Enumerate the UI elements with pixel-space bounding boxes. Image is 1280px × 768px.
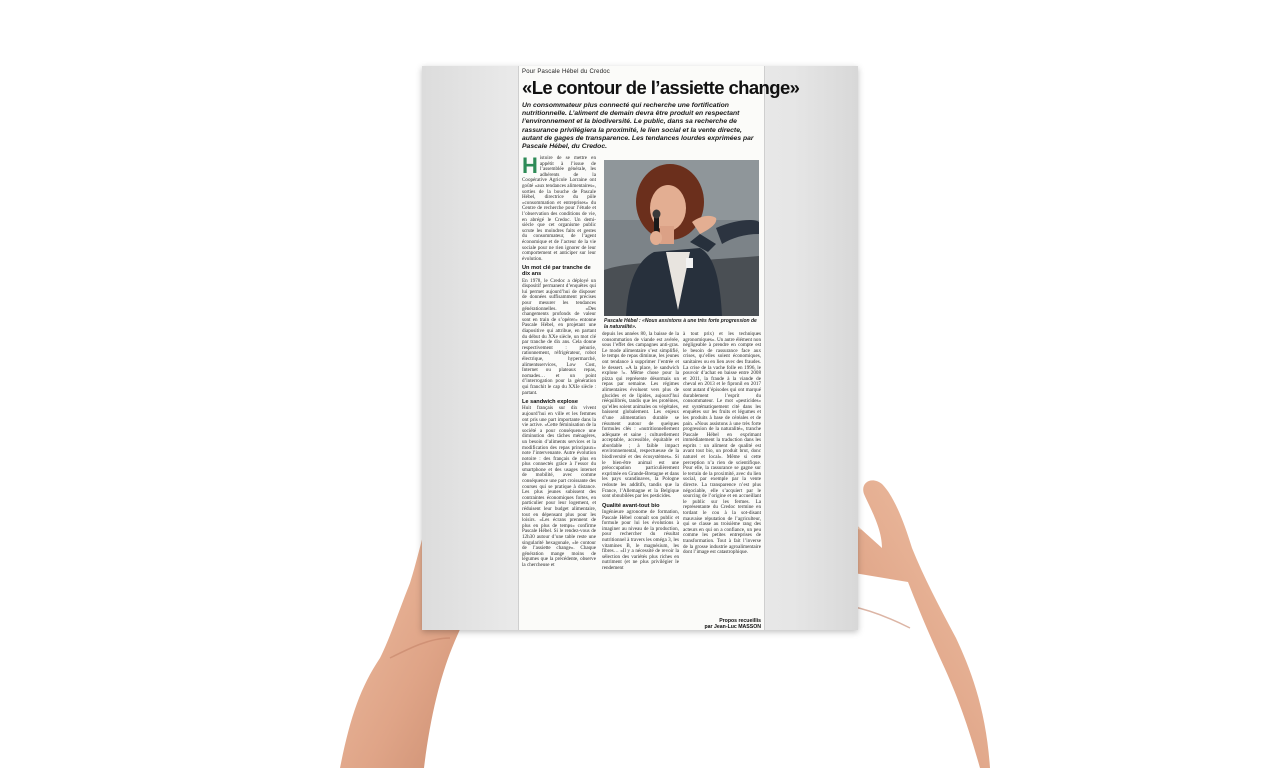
subheading-3: Qualité avant-tout bio	[602, 502, 660, 509]
article-column-1	[522, 153, 596, 630]
photo-caption: Pascale Hébel : «Nous assistons à une très forte progression de la naturalité».	[604, 318, 757, 330]
article-headline: «Le contour de l’assiette change»	[522, 77, 800, 98]
speaker-illustration	[604, 160, 759, 316]
article-signature	[705, 617, 762, 630]
article-lede: Un consommateur plus connecté qui recherche une fortification nutritionnelle. L’aliment de demain devra être produit en respectant l’environnement et la biodiversité. Le public, dans sa recherche de rassurance privilégiera la proximité, le lien social et la vente directe, autant de gages de transparence. Les tendances lourdes exprimées par Pascale Hébel, du Credoc.	[522, 102, 754, 151]
paragraph-2: Huit français sur dix vivent aujourd’hui en ville et les femmes ont pris une part importante dans la vie active. «Cette féminisation de la société a pour conséquence une diminution des tâches ménagères, un besoin d’aliments services et la modification des repas principaux» note l’intervenante. Autre évolution notoire : des français de plus en plus connectés grâce à l’essor du smartphone et des usages internet de mobilité, avec comme conséquence une part croissante des courses qui se pratique à distance. Les plus jeunes subissent des contraintes économiques fortes, en particulier pour leur logement, et réduisent leur budget alimentaire, tout en dépensant plus pour les loisirs. «Les écrans prennent de plus en plus de temps» confirme Pascale Hébel. Si le rendez-vous de 12h30 autour d’une table reste une singularité hexagonale, «le contour de l’assiette change». Chaque génération mange moins de légumes que la précédente, observe la chercheuse et	[522, 405, 596, 568]
paragraph-3: depuis les années 80, la baisse de la consommation de viande est avérée, sous l’effet des campagnes anti-gras. Le mode alimentaire s’est simplifié, le temps de repas diminue, les jeunes ont tendance à supprimer l’entrée et le dessert. «A la place, le sandwich explose !». Même chose pour la pizza qui représente désormais un repas par semaine. Les régimes alimentaires évoluent vers plus de glucides et de lipides, aujourd’hui rééquilibrés, tandis que les protéines, qu’elles soient animales ou végétales, baissent globalement. Les enjeux d’une alimentation durable se résument autour de quelques formules clés : «nutritionnellement adéquate et saine ; culturellement acceptable, accessible, équitable et abordable ; à faible impact environnemental, respectueuse de la biodiversité et des écosystèmes». Si le bien-être animal est une préoccupation particulièrement exprimée en Grande-Bretagne et dans les pays scandinaves, la Pologne redoute les additifs, tandis que la France, l’Allemagne et la Belgique sont obnubilées par les pesticides.	[602, 331, 679, 500]
paragraph-1: En 1978, le Credoc a déployé un dispositif permanent d’enquêtes qui lui permet aujourd’hui de disposer de données suffisamment précises pour mesurer les tendances générationnelles. «Des changements profonds de valeur sont en train de s’opérer» entonne Pascale Hébel, en projetant une diapositive qui attribue, en partant du début du XXe siècle, un mot clé par tranche de dix ans. Cela donne respectivement : pénurie, rationnement, réfrigérateur, robot électrique, hypermarché, alimentsservices, Low Cost, Internet ou plateaux repas, nomades… et un point d’interrogation pour la génération qui franchit le cap du XXIe siècle : partant.	[522, 277, 596, 396]
article-column-2	[602, 332, 679, 630]
drop-cap: H	[522, 153, 538, 178]
newspaper-page	[518, 66, 800, 630]
article-kicker: Pour Pascale Hébel du Credoc	[522, 69, 610, 75]
article-column-3	[683, 332, 761, 630]
subheading-1: Un mot clé par tranche de dix ans	[522, 265, 591, 278]
portrait-photo	[604, 160, 759, 316]
paragraph-4: Ingénieure agronome de formation, Pascale Hébel connaît son public et formule pour lui les évolutions à imaginer au niveau de la production, pour rechercher du résultat nutritionnel à travers les oméga 3, les vitamines B, le magnésium, les fibres… «Il y a nécessité de revoir la sélection des variétés plus riches en nutriment (et ne plus privilégier le rendement	[602, 509, 679, 571]
intro-paragraph: istoire de se mettre en appétit à l’issue de l’assemblée générale, les adhérents de la Coopérative Agricole Lorraine ont goûté «aux tendances alimentaires», sorties de la bouche de Pascale Hébel, directrice du pôle «consommation et entreprises» du Centre de recherche pour l’étude et l’observation des conditions de vie, en abrégé le Credoc. Un demi-siècle que cet organisme public scrute les moindres faits et gestes du consommateur, de l’agent économique et de l’acteur de la vie sociale pour ne rien ignorer de leur comportement et anticiper sur leur évolution.	[522, 155, 596, 262]
signature-line-1: Propos recueillis	[719, 618, 761, 624]
signature-line-2: par Jean-Luc MASSON	[704, 624, 761, 630]
subheading-2: Le sandwich explose	[522, 399, 578, 406]
paragraph-5: à tout prix) et les techniques agronomiques». Un autre élément non négligeable à prendre en compte est le besoin de rassurance face aux crises, qu’elles soient économiques, sanitaires ou en lien avec des fraudes. La crise de la vache folle en 1996, le pouvoir d’achat en baisse entre 2008 et 2011, la fraude à la viande de cheval en 2013 et le fipronil en 2017 sont autant d’épisodes qui ont marqué durablement l’esprit du consommateur. Le mot «pesticides» est systématiquement cité dans les enquêtes sur les fruits et légumes et les produits à base de céréales et de pain. «Nous assistons à une très forte progression de la naturalité», tranche Pascale Hébel en exprimant immédiatement la traduction dans les esprits : un aliment de qualité est avant tout bio, un produit brut, donc naturel et local». Même si cette perception n’a rien de scientifique. Pour elle, la rassurance se gagne sur le terrain de la proximité, avec du lien social, par exemple par la vente directe. La transparence n’est plus négociable, elle s’acquiert par le sourcing de l’origine et en accueillant le public sur les fermes. La représentante du Credoc termine en tordant le cou à la sot-disant mauvaise réputation de l’agriculteur, qui se classe au troisième rang des acteurs en qui on a confiance, un peu comme les petites entreprises de transformation. Tout à fait l’inverse de la grosse industrie agroalimentaire dont l’image est catastrophique.	[683, 331, 761, 556]
